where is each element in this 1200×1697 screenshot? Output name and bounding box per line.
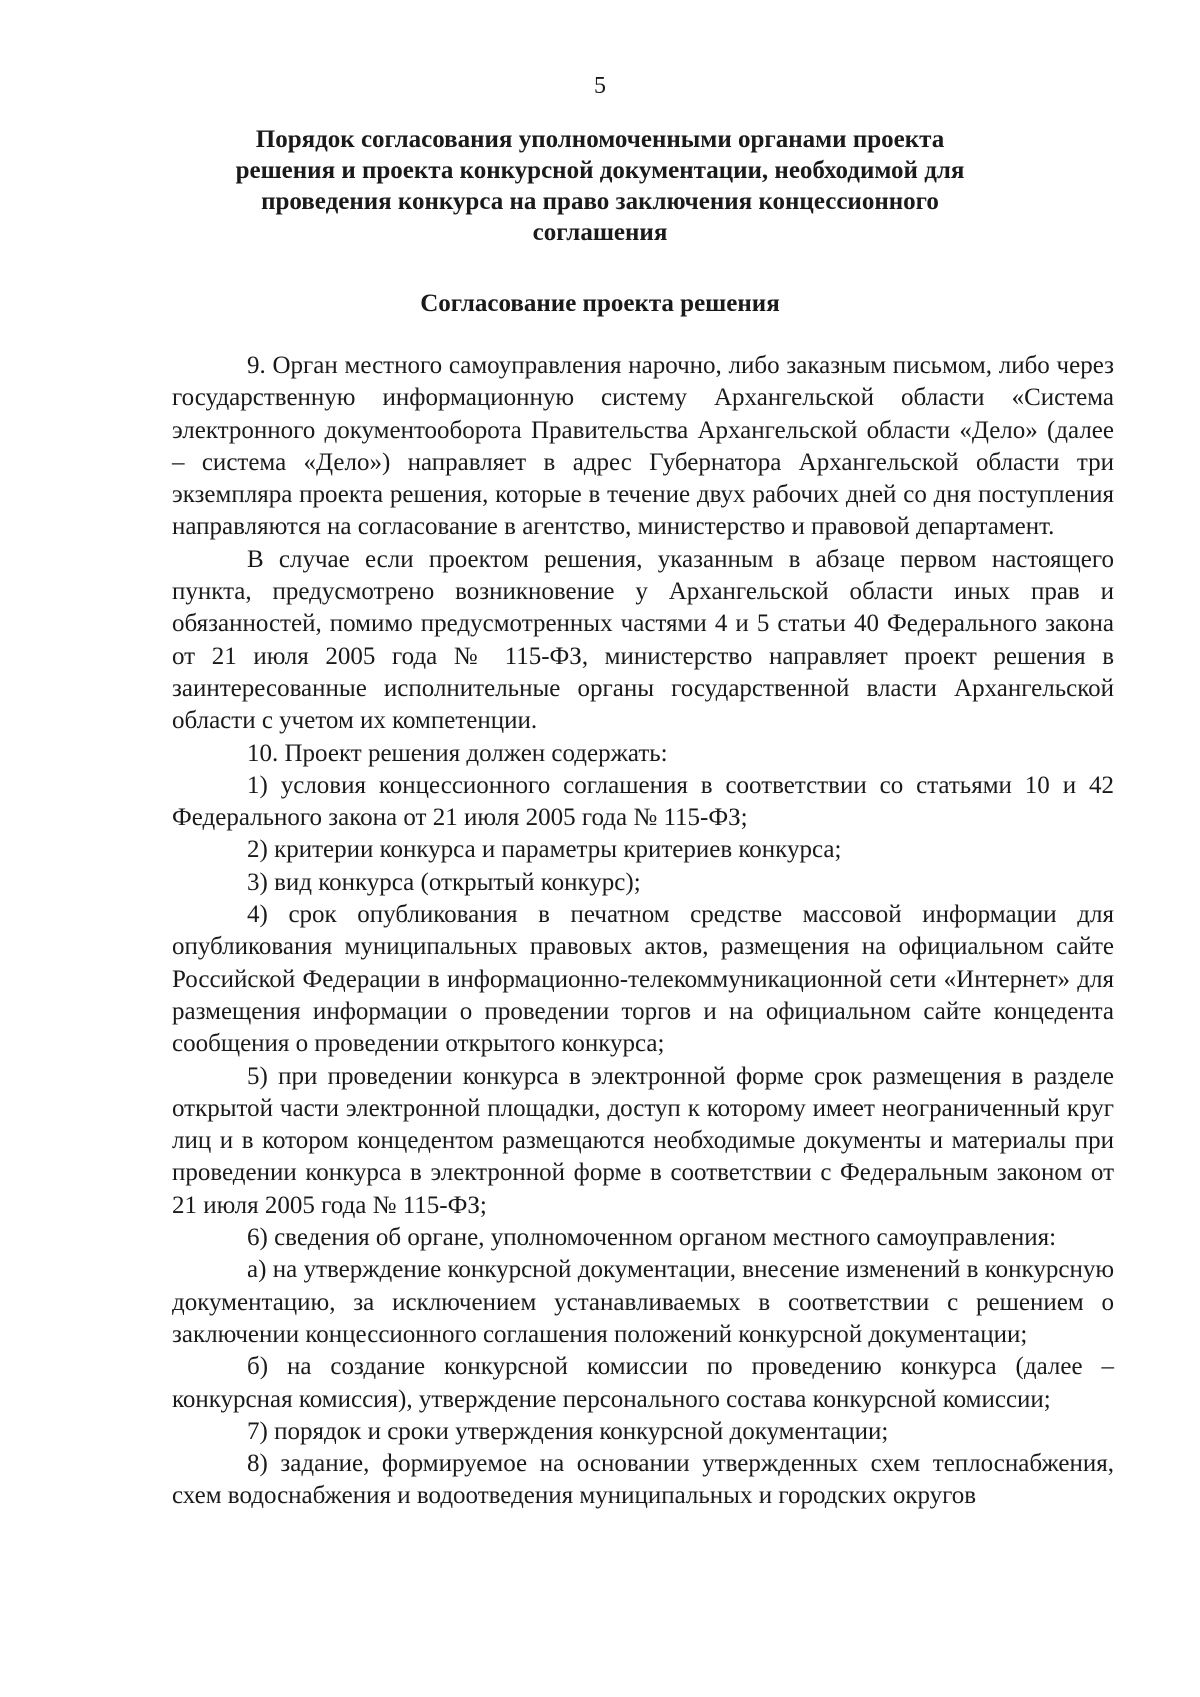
list-item-6a: а) на утверждение конкурсной документации, внесение изменений в конкурсную документацию, за исключением устанавливаемых в соответствии с решением о заключении концессионного соглашения положений конкурсной документации; bbox=[172, 1256, 1114, 1348]
list-item-6b: б) на создание конкурсной комиссии по проведению конкурса (далее – конкурсная комиссия), утверждение персонального состава конкурсной комиссии; bbox=[172, 1353, 1114, 1413]
list-item-1: 1) условия концессионного соглашения в соответствии со статьями 10 и 42 Федерального закона от 21 июля 2005 года № 115-ФЗ; bbox=[172, 771, 1114, 832]
list-item-5: 5) при проведении конкурса в электронной форме срок размещения в разделе открытой части электронной площадки, доступ к которому имеет неограниченный круг лиц и в котором концедентом размещаются необходимые документы и материалы при проведении конкурса в электронной форме в соответствии с Федеральным законом от 21 июля 2005 года № 115-ФЗ; bbox=[172, 1062, 1114, 1219]
page-number: 5 bbox=[594, 73, 606, 99]
paragraph-9: 9. Орган местного самоуправления нарочно, либо заказным письмом, либо через государственную информационную систему Архангельской области «Система электронного документооборота Правительства Архангельской области «Дело» (далее – система «Дело») направляет в адрес Губернатора Архангельской области три экземпляра проекта решения, которые в течение двух рабочих дней со дня поступления направляются на согласование в агентство, министерство и правовой департамент. bbox=[172, 352, 1114, 541]
list-item-8: 8) задание, формируемое на основании утвержденных схем теплоснабжения, схем водоснабжения и водоотведения муниципальных и городских округов bbox=[172, 1450, 1114, 1510]
list-item-3: 3) вид конкурса (открытый конкурс); bbox=[247, 868, 641, 896]
list-item-4: 4) срок опубликования в печатном средстве массовой информации для опубликования муниципальных правовых актов, размещения на официальном сайте Российской Федерации в информационно-телекоммуникационной сети «Интернет» для размещения информации о проведении торгов и на официальном сайте концедента сообщения о проведении открытого конкурса; bbox=[172, 901, 1114, 1058]
document-body bbox=[172, 350, 1114, 1513]
list-item-2: 2) критерии конкурса и параметры критериев конкурса; bbox=[247, 836, 842, 864]
section-title: Согласование проекта решения bbox=[420, 290, 780, 317]
list-item-6: 6) сведения об органе, уполномоченном органом местного самоуправления: bbox=[247, 1224, 1057, 1252]
paragraph-10: 10. Проект решения должен содержать: bbox=[247, 739, 668, 767]
paragraph-9-continuation: В случае если проектом решения, указанным в абзаце первом настоящего пункта, предусмотрено возникновение у Архангельской области иных прав и обязанностей, помимо предусмотренных частями 4 и 5 статьи 40 Федерального закона от 21 июля 2005 года № 115-ФЗ, министерство направляет проект решения в заинтересованные исполнительные органы государственной власти Архангельской области с учетом их компетенции. bbox=[172, 545, 1114, 735]
list-item-7: 7) порядок и сроки утверждения конкурсной документации; bbox=[247, 1417, 889, 1445]
document-title: Порядок согласования уполномоченными органами проекта решения и проекта конкурсной документации, необходимой для проведения конкурса на право заключения концессионного соглашения bbox=[235, 126, 965, 246]
